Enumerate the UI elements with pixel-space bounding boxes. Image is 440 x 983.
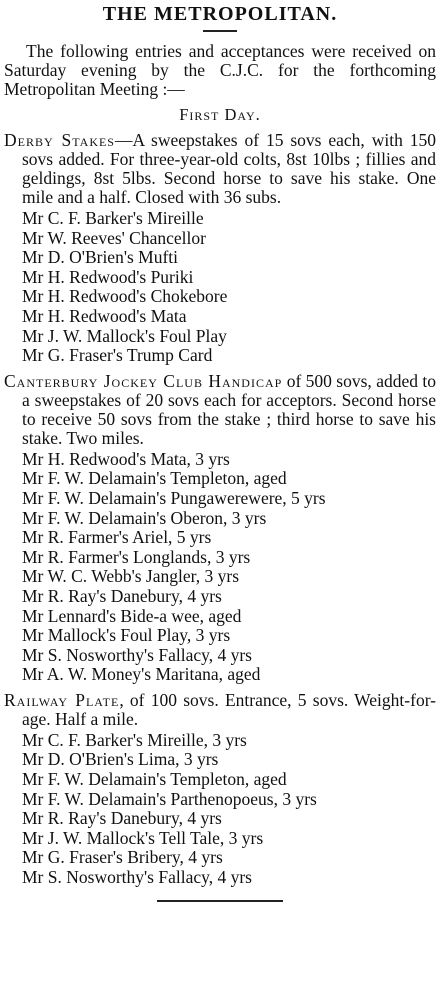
day-heading: First Day. <box>179 105 261 124</box>
entry-item: Mr C. F. Barker's Mireille <box>22 208 204 228</box>
race-name: Railway Plate <box>4 689 120 710</box>
entry-item: Mr F. W. Delamain's Parthenopoeus, 3 yrs <box>22 788 317 809</box>
intro-paragraph: The following entries and acceptances were received on Saturday evening by the C.J.C. for the forthcoming Metropolitan Meeting :— <box>4 41 436 99</box>
race-name: Canterbury Jockey Club Handicap <box>4 370 283 391</box>
race-description: of 500 sovs, added to a sweepstakes of 20 sovs each for acceptors. Second horse to receive 50 sovs from the stake ; third horse to save his stake. Two miles. <box>22 370 436 448</box>
race-description: , of 100 sovs. Entrance, 5 sovs. Weight-for-age. Half a mile. <box>22 689 436 729</box>
race-name: Derby Stakes <box>4 130 115 150</box>
race-derby-stakes <box>4 131 436 366</box>
race-description: —A sweepstakes of 15 sovs each, with 150 sovs added. For three-year-old colts, 8st 10lbs ; fillies and geldings, 8st 5lbs. Second horse to save his stake. One mile and a half. Closed with 36 subs. <box>22 130 436 207</box>
end-rule <box>157 900 283 902</box>
entry-item: Mr J. W. Mallock's Foul Play <box>22 325 227 346</box>
entry-item: Mr C. F. Barker's Mireille, 3 yrs <box>22 729 247 750</box>
entry-item: Mr W. Reeves' Chancellor <box>22 227 206 248</box>
race-railway-plate <box>4 691 436 888</box>
entry-item: Mr Mallock's Foul Play, 3 yrs <box>22 625 231 646</box>
entry-list <box>4 450 436 685</box>
entry-item: Mr R. Ray's Danebury, 4 yrs <box>22 585 222 606</box>
newspaper-column <box>0 2 440 983</box>
race-paragraph <box>4 691 436 729</box>
entry-item: Mr S. Nosworthy's Fallacy, 4 yrs <box>22 644 252 665</box>
race-cjc-handicap <box>4 372 436 685</box>
race-paragraph <box>4 372 436 448</box>
entry-item: Mr R. Farmer's Longlands, 3 yrs <box>22 546 251 567</box>
entry-item: Mr R. Farmer's Ariel, 5 yrs <box>22 527 212 548</box>
entry-item: Mr G. Fraser's Trump Card <box>22 345 213 366</box>
entry-item: Mr F. W. Delamain's Templeton, aged <box>22 769 287 790</box>
entry-item: Mr F. W. Delamain's Templeton, aged <box>22 468 287 489</box>
entry-item: Mr H. Redwood's Mata <box>22 305 187 326</box>
entry-item: Mr Lennard's Bide-a wee, aged <box>22 605 242 626</box>
entry-item: Mr F. W. Delamain's Oberon, 3 yrs <box>22 507 267 528</box>
entry-item: Mr H. Redwood's Mata, 3 yrs <box>22 448 230 469</box>
entry-item: Mr H. Redwood's Chokebore <box>22 286 228 307</box>
entry-item: Mr F. W. Delamain's Pungawerewere, 5 yrs <box>22 487 326 508</box>
title-rule <box>203 30 237 32</box>
article-title: THE METROPOLITAN. <box>102 3 338 25</box>
entry-item: Mr G. Fraser's Bribery, 4 yrs <box>22 847 223 868</box>
entry-item: Mr W. C. Webb's Jangler, 3 yrs <box>22 566 240 587</box>
entry-item: Mr R. Ray's Danebury, 4 yrs <box>22 808 222 829</box>
entry-item: Mr H. Redwood's Puriki <box>22 266 194 287</box>
race-paragraph <box>4 131 436 207</box>
entry-list <box>4 731 436 888</box>
entry-item: Mr S. Nosworthy's Fallacy, 4 yrs <box>22 867 252 888</box>
entry-item: Mr J. W. Mallock's Tell Tale, 3 yrs <box>22 827 264 848</box>
entry-item: Mr D. O'Brien's Mufti <box>22 247 179 268</box>
entry-list <box>4 209 436 366</box>
entry-item: Mr A. W. Money's Maritana, aged <box>22 664 261 685</box>
entry-item: Mr D. O'Brien's Lima, 3 yrs <box>22 749 219 770</box>
